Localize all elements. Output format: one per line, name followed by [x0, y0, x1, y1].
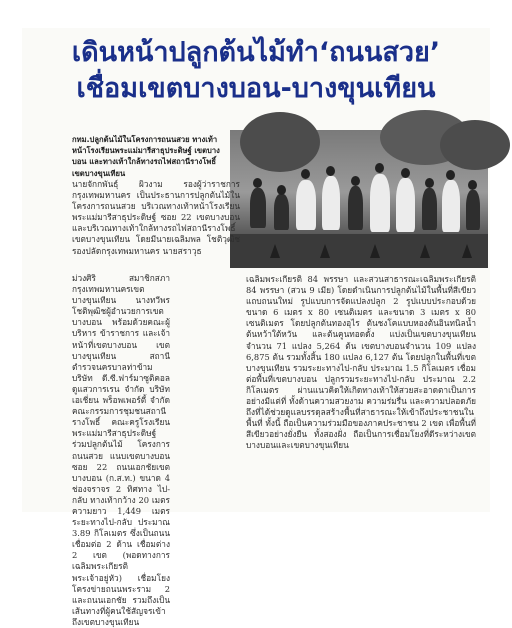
article-body-column-1-top: นายจักกพันธุ์ ผิวงาม รองผู้ว่าราชการกรุงเทพมหานคร เป็นประธานการปลูกต้นไม้ในโครงการถนนสวย บริเวณทางเท้าหน้าโรงเรียนพระแม่มารีสาธุประดิษฐ์ ซอย 22 เขตบางบอน และบริเวณทางเท้าใกล้ทางรถไฟสถานีรางโพธิ์ เขตบางขุนเทียน โดยมีนายเฉลิมพล โชติวุฒิช รองปลัดกรุงเทพมหานคร นายสราวุธ [72, 179, 240, 256]
headline-line-2: เชื่อมเขตบางบอน-บางขุนเทียน [76, 73, 436, 104]
article-photo [230, 130, 488, 268]
article-body-column-1-bottom: ม่วงศิริ สมาชิกสภากรุงเทพมหานครเขตบางขุนเทียน นางทวีพร โชติพุฒิชผู้อำนวยการเขตบางบอน พร้อมด้วยคณะผู้บริหาร ข้าราชการ และเจ้าหน้าที่เขตบางบอน เขตบางขุนเทียน สถานีตำรวจนครบาลท่าข้าม บริษัท ดี.ซี.ฟาร์มาซูติคอล ดูแสวการเรน จำกัด บริษัท เอเชี่ยน พร็อพเพอร์ตี้ จำกัด คณะกรรมการชุมชนสถานีรางโพธิ์ คณะครูโรงเรียนพระแม่มารีสาธุประดิษฐ์ ร่วมปลูกต้นไม้ โครงการถนนสวย แนบเขตบางบอนซอย 22 ถนนเอกชัยเขตบางบอน (ก.ส.ท.) ขนาด 4 ช่องจราจร 2 ทิศทาง ไป-กลับ ทางเท้ากว้าง 20 เมตร ความยาว 1,449 เมตร ระยะทางไป-กลับ ประมาณ 3.89 กิโลเมตร ซึ่งเป็นถนนเชื่อมต่อ 2 ด้าน เชื่อมต่าง 2 เขต (พอดทางการเฉลิมพระเกียรติพระเจ้าอยู่หัว) เชื่อมโยงโครงข่ายถนนพระราม 2 และถนนเอกชัย รวมถึงเป็นเส้นทางที่ผู้คนใช้สัญจรเข้าถึงเขตบางขุนเทียน [72, 273, 170, 627]
headline-line-1: เดินหน้าปลูกต้นไม้ทำ‘ถนนสวย’ [71, 37, 441, 68]
newspaper-clipping [22, 28, 490, 627]
article-lede: กทม.ปลูกต้นไม้ในโครงการถนนสวย ทางเท้าหน้าโรงเรียนพระแม่มารีสาธุประดิษฐ์ เขตบางบอน และทางเท้าใกล้ทางรถไฟสถานีรางโพธิ์ เขตบางขุนเทียน [72, 135, 220, 178]
article-body-column-2: เฉลิมพระเกียรติ 84 พรรษา และสวนสาธารณะเฉลิมพระเกียรติ 84 พรรษา (สวน 9 เมีย) โดยดำเนินการปลูกต้นไม้ในพื้นที่สีเขียวแถบถนนใหม่ รูปแบบการจัดแปลงปลูก 2 รูปแบบประกอบด้วย ขนาด 6 เมตร x 80 เซนติเมตร และขนาด 3 เมตร x 80 เซนติเมตร โดยปลูกต้นทองอุไร ต้นชงโคแบบหองต้นอินทนิลน้ำ ต้นหว้าใต้หวัน และต้นคูนทอดดั้ง แบ่งเป็นเขตบางขุนเทียน จำนวน 71 แปลง 5,264 ต้น เขตบางบอนจำนวน 109 แปลง 6,875 ต้น รวมทั้งสิ้น 180 แปลง 6,127 ต้น โดยปลูกในพื้นที่เขตบางขุนเทียน รวมระยะทางไป-กลับ ประมาณ 1.5 กิโลเมตร เชื่อมต่อพื้นที่เขตบางบอน ปลูกรวมระยะทางไป-กลับ ประมาณ 2.2 กิโลเมตร ผ่านแนวคิดให้เกิดทางเท้าให้สวยสะอาดตาเป็นการอย่างมีแต่ที่ ทั้งด้านความสวยงาม ความร่มรื่น และความปลอดภัย ถึงที่ได้ช่วยดูแลบรรดุลสร้างพื้นที่สาธารณะให้เข้าถึงประชาชนในพื้นที่ ทั้งนี้ ถือเป็นความร่วมมือของภาคประชาชน 2 เขต เพื่อพื้นที่สีเขียวอย่างยั่งยืน ทั้งสองฝั่ง ถือเป็นการเชื่อมโยงที่ดีระหว่างเขตบางบอนและเขตบางขุนเทียน [246, 274, 476, 451]
